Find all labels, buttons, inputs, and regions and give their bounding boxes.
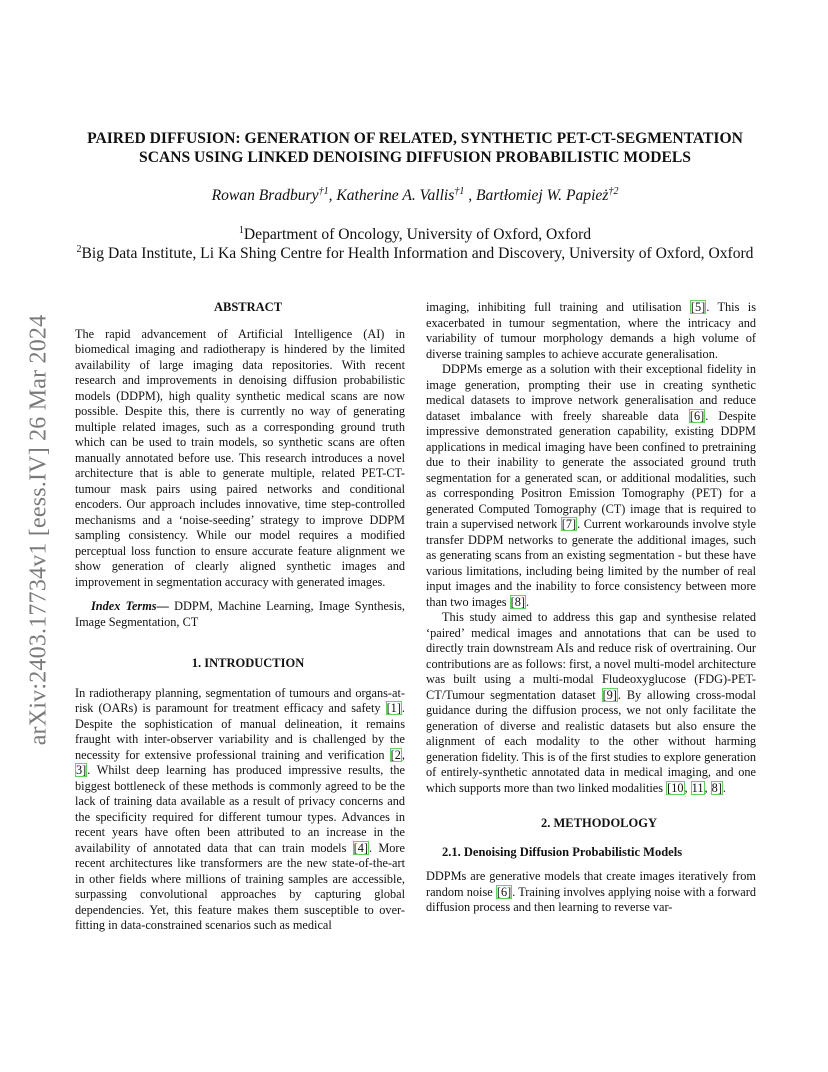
text-run: . Current workarounds involve style transfer DDPM networks to generate the additional images, such as generating scans from an existing segmentation - but these have various limitations, including being limited by the number of real input images and the inability to force consistency between more than two images xyxy=(426,517,756,609)
text-run: . By allowing cross-modal guidance during the diffusion process, we not only facilitate the generation of diverse and realistic datasets but also ensure the alignment of each modality to the other without harming generation fidelity. This is of the first studies to explore generation of entirely-synthetic annotated data in medical imaging, and one which supports more than two linked modalities xyxy=(426,687,756,795)
text-run: . Whilst deep learning has produced impressive results, the biggest bottleneck of these methods is commonly agreed to be the lack of training data available as a result of privacy concerns and the specificity required for different tumour types. Advances in recent years have often been attributed to an increase in the availability of annotated data that can train models xyxy=(75,763,405,855)
citation-link[interactable]: [10 xyxy=(667,780,684,795)
title-line-2: SCANS USING LINKED DENOISING DIFFUSION PROBABILISTIC MODELS xyxy=(139,149,691,166)
text-run: . This is exacerbated in tumour segmentation, where the intricacy and variability of tumour morphology demands a high volume of diverse training samples to achieve accurate generalisation. xyxy=(426,300,756,361)
citation-link[interactable]: [1] xyxy=(386,701,401,715)
text-run: imaging, inhibiting full training and utilisation xyxy=(426,300,690,314)
author-affiliation-marker: †1 xyxy=(318,186,329,197)
citation-link[interactable]: 3] xyxy=(76,763,87,777)
paper-title xyxy=(60,129,770,167)
affiliation-2-text: Big Data Institute, Li Ka Shing Centre for Health Information and Discovery, University of Oxford, Oxford xyxy=(81,245,754,262)
text-run: . More recent architectures like transformers are the new state-of-the-art in other fields where millions of training samples are accessible, surpassing convolutional approaches by capturing global dependencies. Yet, this feature makes them susceptible to over-fitting in data-constrained scenarios such as medical xyxy=(75,840,405,932)
author-name: Bartłomiej W. Papież xyxy=(476,187,609,204)
author-separator: , xyxy=(464,187,477,204)
author-separator: , xyxy=(328,187,337,204)
affiliation-2-marker: 2 xyxy=(76,244,82,255)
citation-link[interactable]: 11 xyxy=(691,780,704,795)
text-run: , xyxy=(684,780,691,795)
citation-link[interactable]: [7] xyxy=(561,517,577,531)
text-run: . Training involves applying noise with a forward diffusion process and then learning to reverse var- xyxy=(426,884,757,914)
intro-paragraph-2 xyxy=(426,362,756,610)
abstract-text: The rapid advancement of Artificial Intelligence (AI) in biomedical imaging and radiotherapy is hindered by the limited availability of large imaging data repositories. With recent research and improvements in denoising diffusion probabilistic models (DDPM), high quality synthetic medical scans are now possible. Despite this, there is currently no way of generating multiple related images, such as a corresponding ground truth which can be used to train models, so synthetic scans are often manually annotated before use. This research introduces a novel architecture that is able to generate multiple, related PET-CT-tumour mask pairs using paired networks and conditional encoders. Our approach includes innovative, time step-controlled mechanisms and a ‘noise-seeding’ strategy to improve DDPM sampling consistency. While our model requires a modified perceptual loss function to ensure accurate feature alignment we show generation of clearly aligned synthetic images and improvement in segmentation accuracy with generated images. xyxy=(75,326,405,589)
citation-link[interactable]: [9] xyxy=(602,687,617,702)
title-line-1: PAIRED DIFFUSION: GENERATION OF RELATED, SYNTHETIC PET-CT-SEGMENTATION xyxy=(87,130,743,147)
author-name: Katherine A. Vallis xyxy=(336,187,455,204)
left-column xyxy=(75,300,405,934)
methodology-heading: 2. METHODOLOGY xyxy=(541,816,657,830)
citation-link[interactable]: 8] xyxy=(711,780,722,795)
citation-link[interactable]: [5] xyxy=(690,300,706,314)
index-terms-label: Index Terms— xyxy=(91,599,169,613)
text-run: . xyxy=(722,780,726,795)
text-run: . Despite the sophistication of manual delineation, it remains fraught with inter-observer variability and is challenged by the necessity for extensive professional training and verification xyxy=(75,701,405,762)
affiliation-1-text: Department of Oncology, University of Oxford, Oxford xyxy=(243,226,592,243)
author-affiliation-marker: †1 xyxy=(454,186,465,197)
methodology-paragraph-1 xyxy=(426,869,756,916)
text-run: This study aimed to address this gap and synthesise related ‘paired’ medical images and annotations that can be used to directly train downstream AIs and reduce risk of overtraining. Our contributions are as follows: first, a novel multi-model architecture was built using a multi-modal Fludeoxyglucose (FDG)-PET-CT/Tumour segmentation dataset xyxy=(426,610,756,702)
citation-link[interactable]: [2 xyxy=(390,747,401,762)
author-name: Rowan Bradbury xyxy=(211,187,319,204)
text-run: DDPMs are generative models that create images iteratively from random noise xyxy=(426,869,756,899)
right-column xyxy=(426,300,756,916)
citation-link[interactable]: [8] xyxy=(510,594,526,609)
citation-link[interactable]: [4] xyxy=(353,840,368,855)
abstract-heading: ABSTRACT xyxy=(213,300,283,314)
index-terms-text: DDPM, Machine Learning, Image Synthesis, Image Segmentation, CT xyxy=(75,599,405,629)
intro-paragraph-1 xyxy=(75,686,405,934)
arxiv-identifier-text: arXiv:2403.17734v1 [eess.IV] 26 Mar 2024 xyxy=(25,314,52,746)
citation-link[interactable]: [6] xyxy=(496,884,512,899)
text-run: . Despite impressive demonstrated generation capability, existing DDPM applications in medical imaging have been confined to pretraining due to their inability to generate the associated ground truth segmentation for a generated scan, or additional modalities, such as corresponding Positron Emission Tomography (PET) for a generated Computed Tomography (CT) image that is required to train a supervised network xyxy=(426,408,756,531)
text-run: . xyxy=(526,594,530,609)
intro-paragraph-3 xyxy=(426,610,756,796)
text-run: , xyxy=(401,747,405,762)
index-terms xyxy=(75,599,405,630)
affiliation-2 xyxy=(40,244,790,264)
author-list xyxy=(60,186,770,206)
text-run: In radiotherapy planning, segmentation of tumours and organs-at-risk (OARs) is paramount for treatment efficacy and safety xyxy=(75,685,405,715)
intro-paragraph-1-continued xyxy=(426,300,756,362)
citation-link[interactable]: [6] xyxy=(689,408,705,423)
subsection-heading-2-1: 2.1. Denoising Diffusion Probabilistic Models xyxy=(442,844,683,859)
affiliation-1-marker: 1 xyxy=(238,225,244,236)
text-run: , xyxy=(704,780,711,795)
introduction-heading: 1. INTRODUCTION xyxy=(191,656,305,670)
text-run: DDPMs emerge as a solution with their exceptional fidelity in image generation, prompting their use in creating synthetic medical datasets to improve network generalisation and reduce dataset imbalance with freely shareable data xyxy=(426,362,756,423)
arxiv-identifier xyxy=(24,290,54,770)
author-affiliation-marker: †2 xyxy=(608,186,619,197)
affiliation-1 xyxy=(40,225,790,245)
